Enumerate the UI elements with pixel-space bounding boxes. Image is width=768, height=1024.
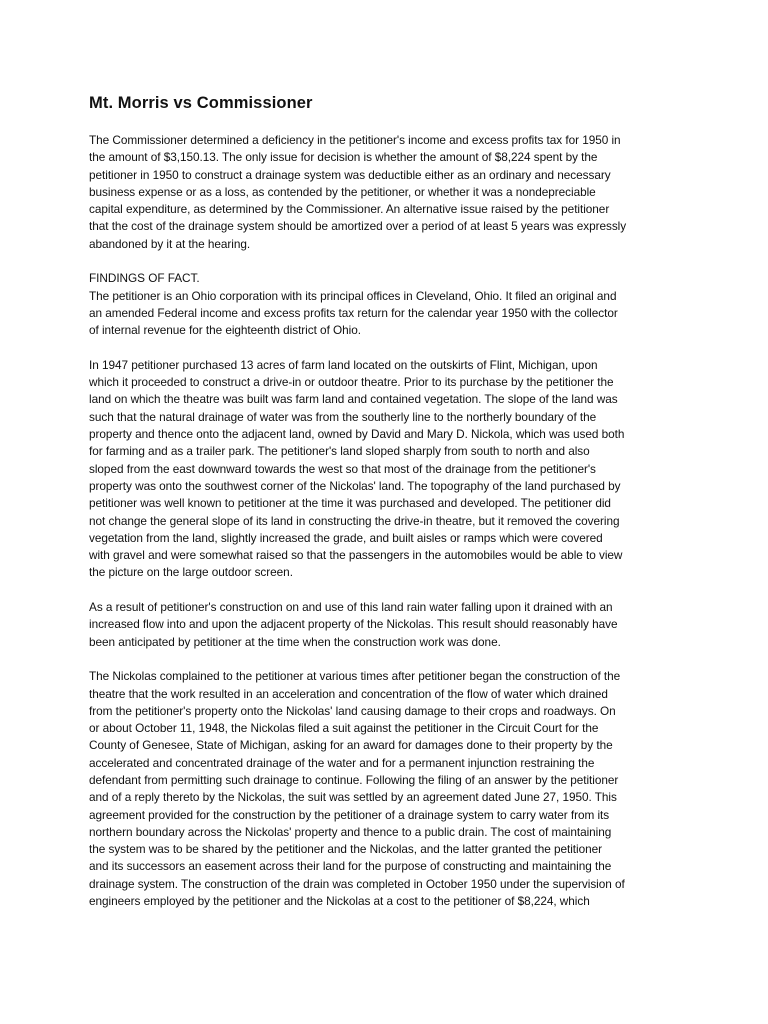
findings-heading: FINDINGS OF FACT. bbox=[89, 271, 200, 286]
text-line: In 1947 petitioner purchased 13 acres of farm land located on the outskirts of Flint, Michigan, upon bbox=[89, 357, 598, 372]
text-line: been anticipated by petitioner at the time when the construction work was done. bbox=[89, 634, 501, 649]
text-line: from the petitioner's property onto the Nickolas' land causing damage to their crops and roadways. On bbox=[89, 703, 616, 718]
complaint-paragraph bbox=[89, 668, 689, 910]
text-line: the amount of $3,150.13. The only issue for decision is whether the amount of $8,224 spent by the bbox=[89, 150, 598, 165]
text-line: As a result of petitioner's construction on and use of this land rain water falling upon it drained with an bbox=[89, 600, 613, 615]
text-line: and its successors an easement across their land for the purpose of constructing and maintaining the bbox=[89, 859, 612, 874]
text-line: The Nickolas complained to the petitioner at various times after petitioner began the construction of the bbox=[89, 669, 621, 684]
result-paragraph bbox=[89, 599, 689, 651]
intro-paragraph bbox=[89, 132, 689, 253]
text-line: accelerated and concentrated drainage of the water and for a permanent injunction restraining the bbox=[89, 755, 595, 770]
text-line: that the cost of the drainage system should be amortized over a period of at least 5 years was expressly bbox=[89, 219, 627, 234]
text-line: property and thence onto the adjacent land, owned by David and Mary D. Nickola, which was used both bbox=[89, 427, 625, 442]
text-line: business expense or as a loss, as contended by the petitioner, or whether it was a nondepreciable bbox=[89, 184, 596, 199]
text-line: petitioner in 1950 to construct a drainage system was deductible either as an ordinary and necessary bbox=[89, 167, 611, 182]
findings-section bbox=[89, 270, 689, 339]
text-line: or about October 11, 1948, the Nickolas filed a suit against the petitioner in the Circuit Court for the bbox=[89, 721, 599, 736]
document-title: Mt. Morris vs Commissioner bbox=[89, 94, 313, 112]
text-line: such that the natural drainage of water was from the southerly line to the northerly boundary of the bbox=[89, 409, 597, 424]
text-line: property was onto the southwest corner of the Nickolas' land. The topography of the land purchased by bbox=[89, 478, 621, 493]
text-line: abandoned by it at the hearing. bbox=[89, 236, 251, 251]
text-line: the picture on the large outdoor screen. bbox=[89, 565, 293, 580]
text-line: an amended Federal income and excess profits tax return for the calendar year 1950 with the collector bbox=[89, 305, 618, 320]
text-line: of internal revenue for the eighteenth district of Ohio. bbox=[89, 323, 361, 338]
text-line: petitioner was well known to petitioner at the time it was purchased and developed. The petitioner did bbox=[89, 496, 611, 511]
text-line: drainage system. The construction of the drain was completed in October 1950 under the supervision of bbox=[89, 876, 625, 891]
text-line: and of a reply thereto by the Nickolas, the suit was settled by an agreement dated June 27, 1950. This bbox=[89, 790, 617, 805]
text-line: The Commissioner determined a deficiency in the petitioner's income and excess profits tax for 1950 in bbox=[89, 133, 621, 147]
text-line: vegetation from the land, slightly increased the grade, and built aisles or ramps which were covered bbox=[89, 530, 603, 545]
text-line: which it proceeded to construct a drive-in or outdoor theatre. Prior to its purchase by the petitioner the bbox=[89, 375, 614, 390]
text-line: theatre that the work resulted in an acceleration and concentration of the flow of water which drained bbox=[89, 686, 608, 701]
text-line: increased flow into and upon the adjacent property of the Nickolas. This result should reasonably have bbox=[89, 617, 618, 632]
text-line: not change the general slope of its land in constructing the drive-in theatre, but it removed the covering bbox=[89, 513, 620, 528]
text-line: land on which the theatre was built was farm land and contained vegetation. The slope of the land was bbox=[89, 392, 618, 407]
text-line: The petitioner is an Ohio corporation with its principal offices in Cleveland, Ohio. It filed an original and bbox=[89, 288, 617, 303]
document-page bbox=[89, 92, 689, 928]
text-line: defendant from permitting such drainage to continue. Following the filing of an answer by the petitioner bbox=[89, 772, 619, 787]
text-line: sloped from the east downward towards the west so that most of the drainage from the petitioner's bbox=[89, 461, 596, 476]
text-line: the system was to be shared by the petitioner and the Nickolas, and the latter granted the petitioner bbox=[89, 842, 603, 857]
text-line: capital expenditure, as determined by the Commissioner. An alternative issue raised by the petitioner bbox=[89, 202, 610, 217]
text-line: northern boundary across the Nickolas' property and thence to a public drain. The cost of maintaining bbox=[89, 824, 612, 839]
purchase-paragraph bbox=[89, 357, 689, 582]
text-line: for farming and as a trailer park. The petitioner's land sloped sharply from south to north and also bbox=[89, 444, 590, 459]
text-line: with gravel and were somewhat raised so that the passengers in the automobiles would be able to view bbox=[89, 548, 623, 563]
text-line: engineers employed by the petitioner and the Nickolas at a cost to the petitioner of $8,224, which bbox=[89, 894, 590, 909]
text-line: agreement provided for the construction by the petitioner of a drainage system to carry water from its bbox=[89, 807, 610, 822]
text-line: County of Genesee, State of Michigan, asking for an award for damages done to their property by the bbox=[89, 738, 613, 753]
